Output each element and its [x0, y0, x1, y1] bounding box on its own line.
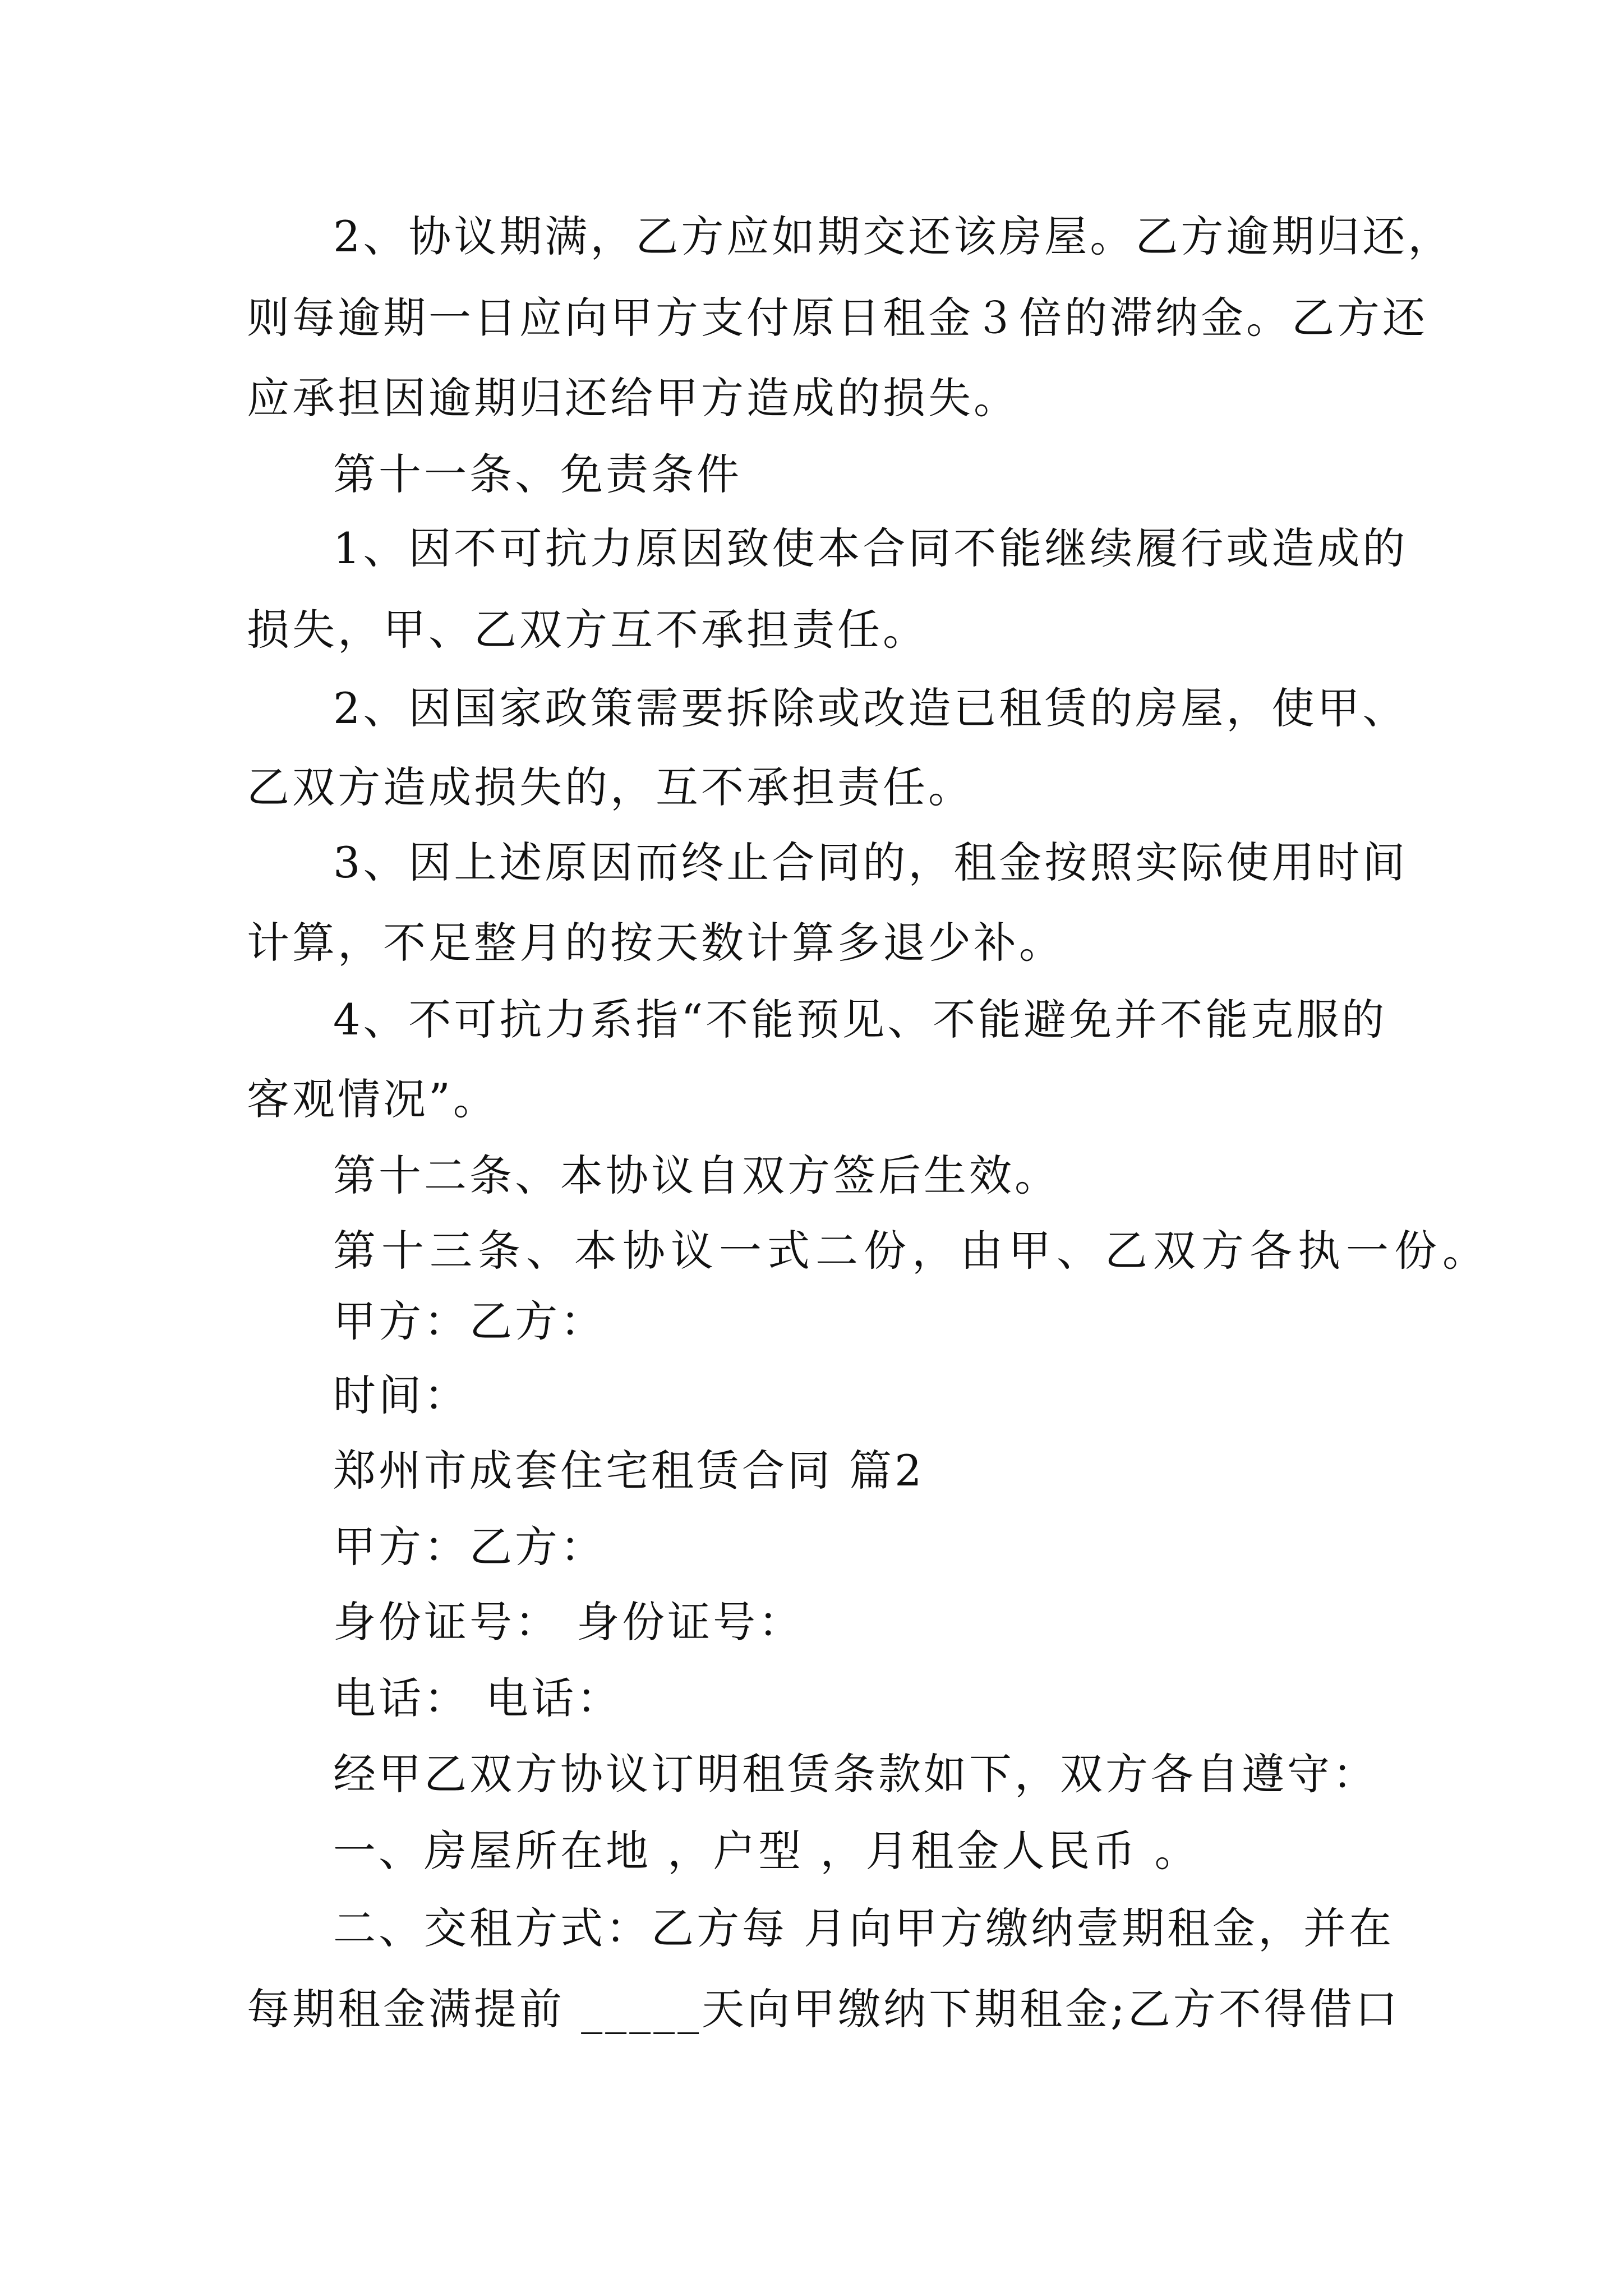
id-number-line: 身份证号： 身份证号：	[333, 1597, 804, 1647]
paragraph-line: 应承担因逾期归还给甲方造成的损失。	[247, 373, 1019, 423]
phone-line: 电话： 电话：	[333, 1673, 623, 1723]
paragraph-line: 2、协议期满，乙方应如期交还该房屋。乙方逾期归还，	[333, 211, 1454, 261]
paragraph-line: 乙双方造成损失的，互不承担责任。	[247, 762, 974, 812]
section-heading: 第十三条、本协议一式二份，由甲、乙双方各执一份。	[333, 1226, 1491, 1276]
party-line: 甲方：乙方：	[333, 1522, 606, 1572]
paragraph-line: 客观情况”。	[247, 1074, 499, 1124]
paragraph-line: 1、因不可抗力原因致使本合同不能继续履行或造成的	[333, 523, 1408, 573]
paragraph-line: 经甲乙双方协议订明租赁条款如下，双方各自遵守：	[333, 1749, 1378, 1799]
paragraph-line: 计算，不足整月的按天数计算多退少补。	[247, 918, 1064, 968]
paragraph-line: 二、交租方式：乙方每 月向甲方缴纳壹期租金，并在	[333, 1903, 1395, 1953]
paragraph-line: 2、因国家政策需要拆除或改造已租赁的房屋，使甲、	[333, 683, 1408, 733]
paragraph-line: 3、因上述原因而终止合同的，租金按照实际使用时间	[333, 838, 1408, 887]
paragraph-line: 则每逾期一日应向甲方支付原日租金３倍的滞纳金。乙方还	[247, 293, 1428, 343]
document-title: 郑州市成套住宅租赁合同 篇2	[333, 1446, 925, 1496]
paragraph-line: 一、房屋所在地 ，户型 ，月租金人民币 。	[333, 1826, 1200, 1876]
section-heading: 第十一条、免责条件	[333, 449, 742, 499]
signature-line: 甲方：乙方：	[333, 1296, 606, 1346]
paragraph-line: 4、不可抗力系指“不能预见、不能避免并不能克服的	[333, 995, 1387, 1045]
paragraph-line: 损失，甲、乙双方互不承担责任。	[247, 605, 928, 655]
section-heading: 第十二条、本协议自双方签后生效。	[333, 1151, 1060, 1200]
date-line: 时间：	[333, 1370, 469, 1420]
paragraph-line: 每期租金满提前 _____天向甲缴纳下期租金;乙方不得借口	[247, 1984, 1400, 2034]
